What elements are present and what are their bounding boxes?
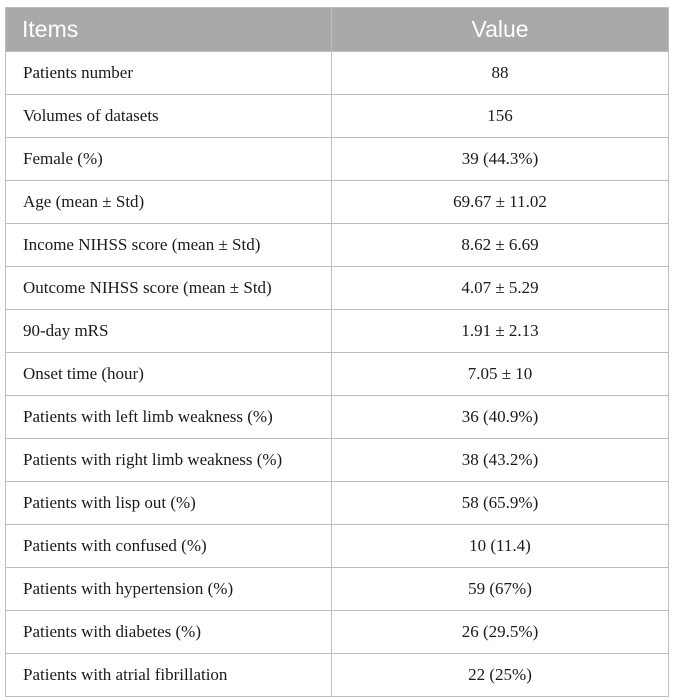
row-value: 39 (44.3%): [332, 138, 669, 181]
row-value: 26 (29.5%): [332, 611, 669, 654]
patient-characteristics-table-container: [5, 7, 668, 697]
table-row: [6, 654, 669, 697]
row-item: Patients with hypertension (%): [6, 568, 332, 611]
row-item: Outcome NIHSS score (mean ± Std): [6, 267, 332, 310]
table-row: [6, 95, 669, 138]
row-item: Patients with left limb weakness (%): [6, 396, 332, 439]
row-value: 88: [332, 52, 669, 95]
header-row: [6, 8, 669, 52]
row-value: 156: [332, 95, 669, 138]
row-item: Onset time (hour): [6, 353, 332, 396]
table-row: [6, 568, 669, 611]
row-item: Age (mean ± Std): [6, 181, 332, 224]
row-value: 4.07 ± 5.29: [332, 267, 669, 310]
row-item: Patients with lisp out (%): [6, 482, 332, 525]
row-value: 22 (25%): [332, 654, 669, 697]
row-value: 69.67 ± 11.02: [332, 181, 669, 224]
row-value: 36 (40.9%): [332, 396, 669, 439]
row-item: Patients with atrial fibrillation: [6, 654, 332, 697]
table-row: [6, 181, 669, 224]
row-item: Income NIHSS score (mean ± Std): [6, 224, 332, 267]
table-row: [6, 439, 669, 482]
patient-characteristics-table: [5, 7, 669, 697]
row-value: 1.91 ± 2.13: [332, 310, 669, 353]
row-value: 38 (43.2%): [332, 439, 669, 482]
row-item: Patients number: [6, 52, 332, 95]
row-value: 7.05 ± 10: [332, 353, 669, 396]
row-item: Patients with right limb weakness (%): [6, 439, 332, 482]
row-value: 10 (11.4): [332, 525, 669, 568]
row-item: Female (%): [6, 138, 332, 181]
row-value: 58 (65.9%): [332, 482, 669, 525]
table-row: [6, 224, 669, 267]
table-header: [6, 8, 669, 52]
table-body: [6, 52, 669, 697]
table-row: [6, 525, 669, 568]
row-item: 90-day mRS: [6, 310, 332, 353]
header-value: Value: [332, 8, 669, 52]
table-row: [6, 396, 669, 439]
row-value: 59 (67%): [332, 568, 669, 611]
header-items: Items: [6, 8, 332, 52]
table-row: [6, 611, 669, 654]
row-item: Patients with confused (%): [6, 525, 332, 568]
table-row: [6, 310, 669, 353]
table-row: [6, 138, 669, 181]
row-item: Volumes of datasets: [6, 95, 332, 138]
row-item: Patients with diabetes (%): [6, 611, 332, 654]
table-row: [6, 482, 669, 525]
table-row: [6, 52, 669, 95]
row-value: 8.62 ± 6.69: [332, 224, 669, 267]
table-row: [6, 353, 669, 396]
table-row: [6, 267, 669, 310]
